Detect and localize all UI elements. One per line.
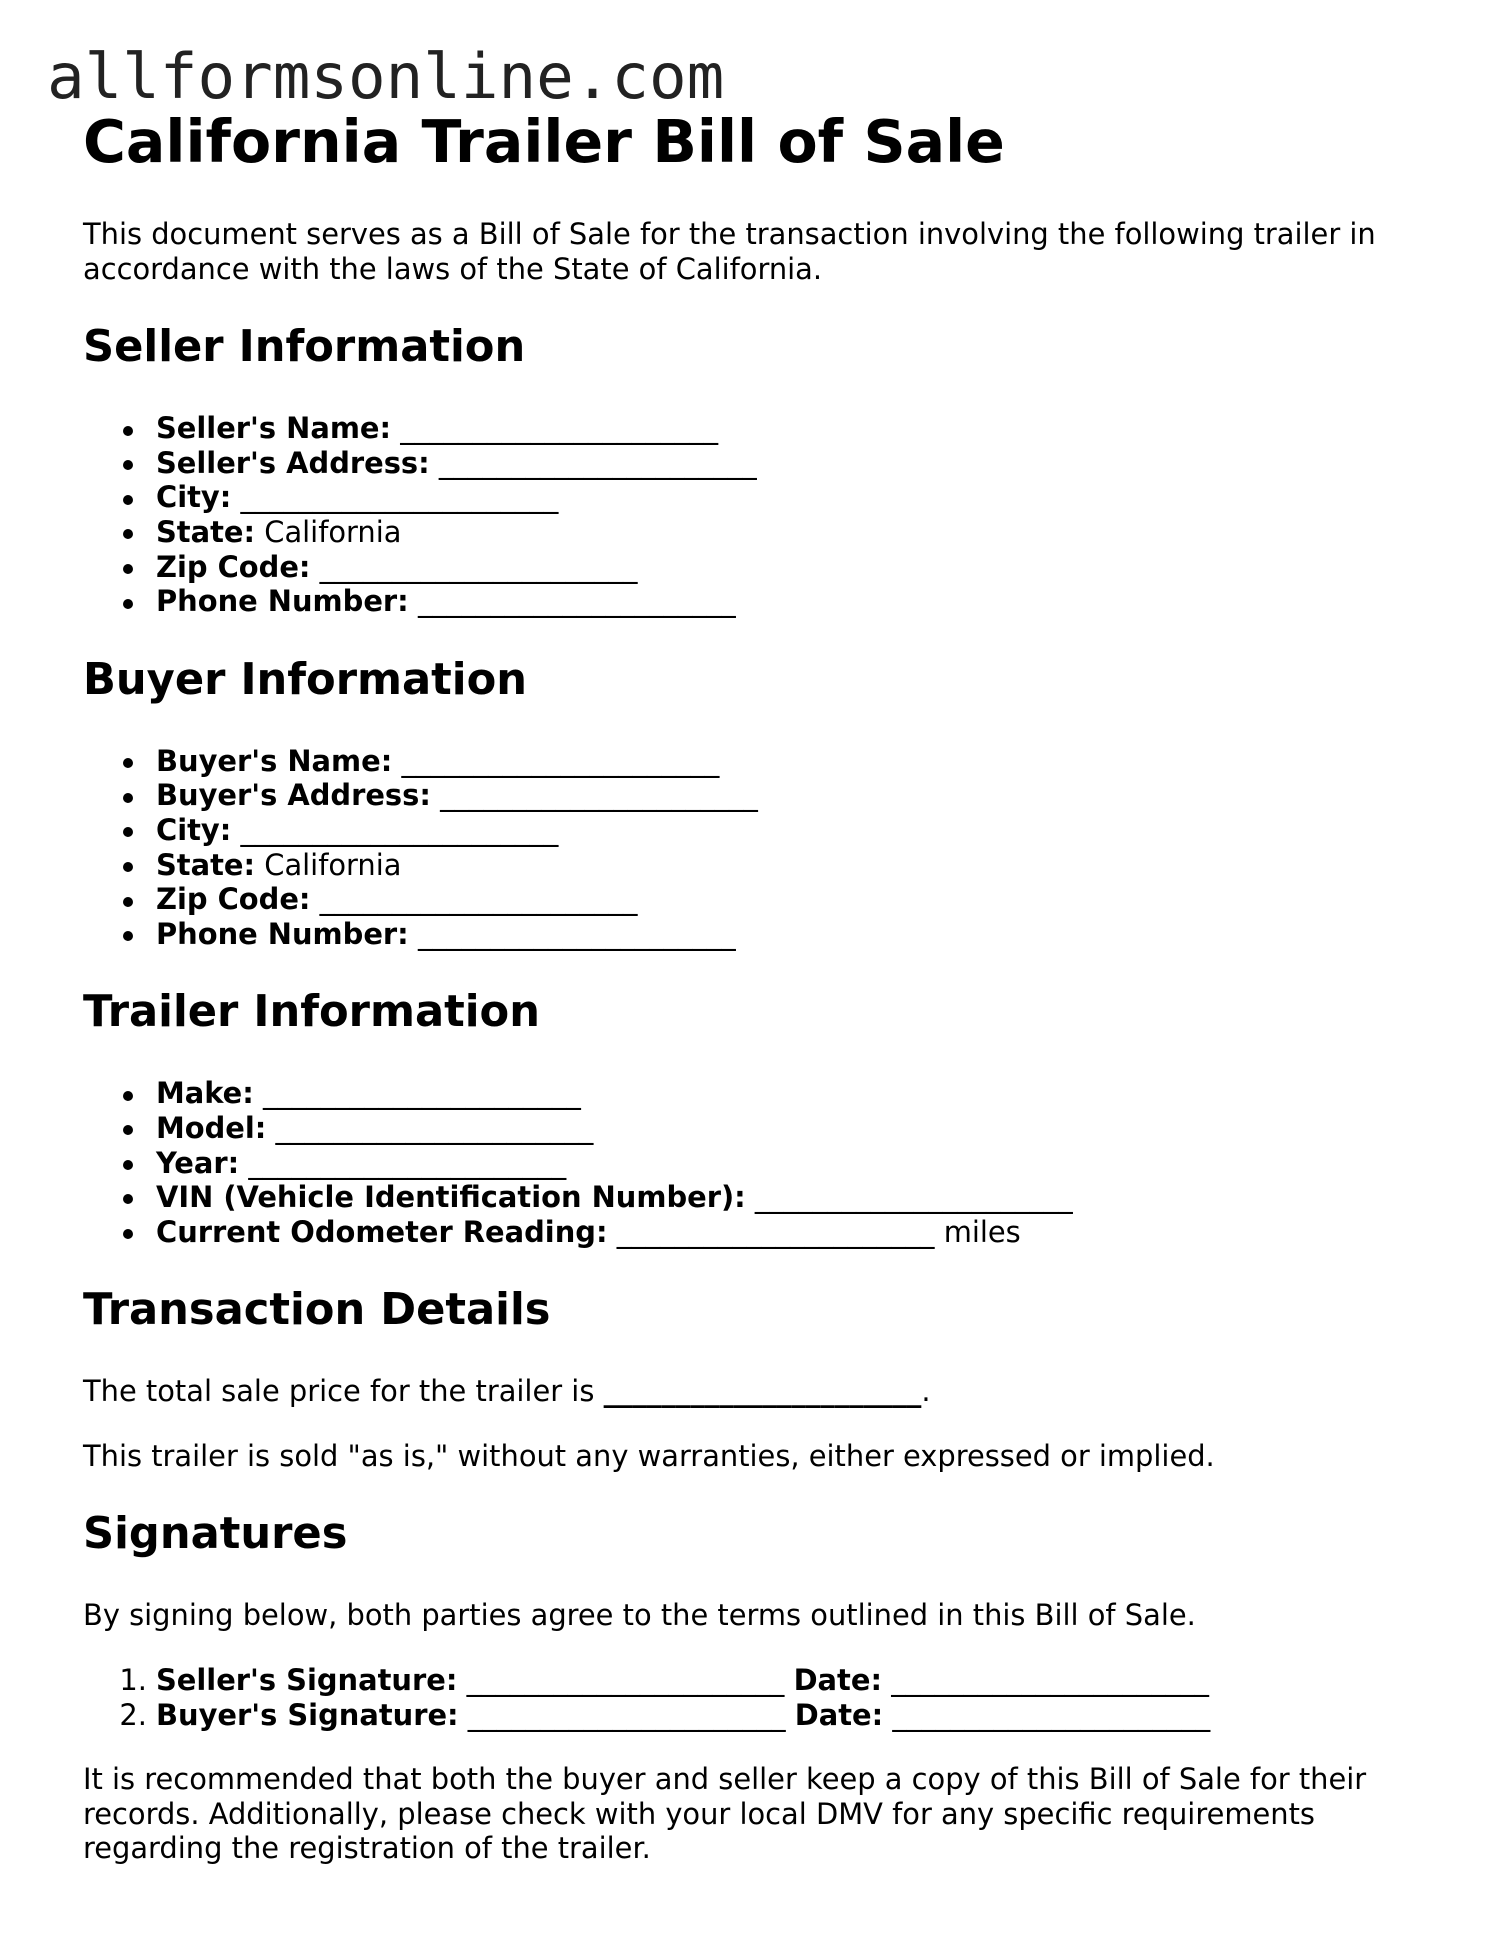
blank-line: ______________________ xyxy=(892,1697,1211,1732)
bullet-icon xyxy=(123,931,133,941)
bullet-icon xyxy=(123,862,133,872)
list-number: 2. xyxy=(119,1697,147,1732)
bullet-icon xyxy=(123,1194,133,1204)
bullet-icon xyxy=(123,564,133,574)
bullet-icon xyxy=(123,426,133,436)
bullet-icon xyxy=(123,758,133,768)
trailer-vin-field xyxy=(156,1180,1428,1215)
blank-line: ______________________ xyxy=(754,1180,1073,1215)
bullet-icon xyxy=(123,1091,133,1101)
list-number: 1. xyxy=(119,1663,147,1698)
bullet-icon xyxy=(123,793,133,803)
buyer-phone-field xyxy=(156,917,1428,952)
trailer-section xyxy=(83,986,1428,1249)
blank-line: ______________________ xyxy=(248,1145,567,1180)
sale-price-line xyxy=(83,1374,1428,1409)
site-watermark: allformsonline.com xyxy=(47,40,725,113)
buyer-section xyxy=(83,654,1428,952)
bullet-icon xyxy=(123,460,133,470)
date-label: Date: xyxy=(794,1697,884,1732)
seller-state-field xyxy=(156,515,1428,550)
blank-line: ______________________ xyxy=(438,445,757,480)
blank-line: ______________________ xyxy=(603,1374,922,1409)
field-label: Year: xyxy=(156,1145,240,1180)
bullet-icon xyxy=(123,1229,133,1239)
sale-price-period: . xyxy=(921,1374,931,1409)
field-label: VIN (Vehicle Identification Number): xyxy=(156,1180,746,1215)
seller-zip-field xyxy=(156,550,1428,585)
field-label: City: xyxy=(156,812,232,847)
blank-line: ______________________ xyxy=(440,778,758,813)
field-label: Current Odometer Reading: xyxy=(156,1214,608,1249)
field-label: Buyer's Address: xyxy=(156,778,431,813)
blank-line: ______________________ xyxy=(263,1076,581,1111)
blank-line: ______________________ xyxy=(891,1663,1209,1698)
trailer-field-list xyxy=(83,1076,1428,1249)
blank-line: ______________________ xyxy=(401,743,720,778)
trailer-year-field xyxy=(156,1146,1428,1181)
field-label: State: xyxy=(156,514,256,549)
field-label: Buyer's Signature: xyxy=(156,1697,459,1732)
bullet-icon xyxy=(123,827,133,837)
trailer-odometer-field xyxy=(156,1215,1428,1250)
blank-line: ______________________ xyxy=(417,584,736,619)
seller-name-field xyxy=(156,411,1428,446)
buyer-address-field xyxy=(156,778,1428,813)
blank-line: ______________________ xyxy=(319,549,638,584)
sale-price-text: The total sale price for the trailer is xyxy=(83,1374,595,1409)
blank-line: ______________________ xyxy=(240,480,559,515)
field-value: California xyxy=(264,847,402,882)
seller-address-field xyxy=(156,446,1428,481)
signatures-section xyxy=(83,1508,1428,1732)
trailer-model-field xyxy=(156,1111,1428,1146)
field-label: Seller's Address: xyxy=(156,445,430,480)
field-label: Seller's Name: xyxy=(156,411,392,446)
bullet-icon xyxy=(123,897,133,907)
seller-city-field xyxy=(156,480,1428,515)
blank-line: ______________________ xyxy=(616,1214,935,1249)
intro-paragraph: This document serves as a Bill of Sale for the transaction involving the following trailer in accordance with the laws of the State of California. xyxy=(83,217,1376,286)
bullet-icon xyxy=(123,1160,133,1170)
field-value: California xyxy=(264,514,402,549)
seller-section xyxy=(83,321,1428,619)
transaction-heading: Transaction Details xyxy=(83,1285,551,1336)
blank-line: ______________________ xyxy=(319,882,638,917)
field-label: City: xyxy=(156,480,232,515)
blank-line: ______________________ xyxy=(240,812,559,847)
buyer-city-field xyxy=(156,813,1428,848)
buyer-signature-line xyxy=(119,1697,1428,1733)
buyer-field-list xyxy=(83,744,1428,952)
trailer-make-field xyxy=(156,1076,1428,1111)
blank-line: ______________________ xyxy=(466,1663,785,1698)
bullet-icon xyxy=(123,529,133,539)
blank-line: ______________________ xyxy=(417,916,736,951)
seller-signature-line xyxy=(119,1663,1428,1698)
odometer-unit: miles xyxy=(943,1214,1021,1249)
blank-line: ______________________ xyxy=(467,1697,786,1732)
bullet-icon xyxy=(123,495,133,505)
signatures-heading: Signatures xyxy=(83,1509,348,1560)
seller-heading: Seller Information xyxy=(83,322,526,373)
closing-paragraph: It is recommended that both the buyer and seller keep a copy of this Bill of Sale for their records. Additionally, please check with your local DMV for any specific requirements regarding the registration of the trailer. xyxy=(83,1762,1367,1866)
buyer-name-field xyxy=(156,744,1428,779)
as-is-statement: This trailer is sold "as is," without any warranties, either expressed or implied. xyxy=(83,1438,1215,1473)
blank-line: ______________________ xyxy=(275,1110,594,1145)
bullet-icon xyxy=(123,1125,133,1135)
buyer-zip-field xyxy=(156,882,1428,917)
field-label: Phone Number: xyxy=(156,584,409,619)
field-label: Make: xyxy=(156,1076,254,1111)
bullet-icon xyxy=(123,599,133,609)
field-label: Phone Number: xyxy=(156,916,409,951)
field-label: Zip Code: xyxy=(156,549,311,584)
buyer-heading: Buyer Information xyxy=(83,654,528,705)
document-title: California Trailer Bill of Sale xyxy=(83,108,1005,176)
transaction-section xyxy=(83,1284,1428,1473)
field-label: Buyer's Name: xyxy=(156,743,393,778)
date-label: Date: xyxy=(793,1663,882,1698)
seller-phone-field xyxy=(156,584,1428,619)
signature-list xyxy=(83,1663,1428,1732)
buyer-state-field xyxy=(156,848,1428,883)
blank-line: ______________________ xyxy=(400,411,719,446)
seller-field-list xyxy=(83,411,1428,619)
field-label: Model: xyxy=(156,1110,267,1145)
field-label: Seller's Signature: xyxy=(156,1663,458,1698)
field-label: State: xyxy=(156,847,256,882)
signatures-intro: By signing below, both parties agree to the terms outlined in this Bill of Sale. xyxy=(83,1598,1196,1633)
trailer-heading: Trailer Information xyxy=(83,987,540,1038)
field-label: Zip Code: xyxy=(156,882,311,917)
